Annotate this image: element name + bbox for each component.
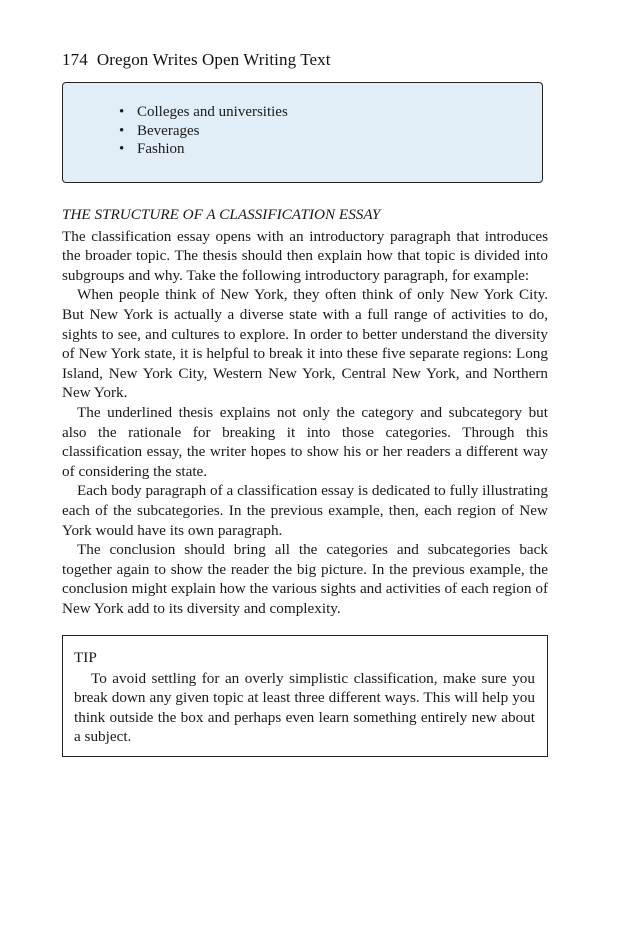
paragraph: Each body paragraph of a classification essay is dedicated to fully illustrating each of the subcategories. In the previous example, then, each region of New York would have its own paragraph.	[62, 482, 548, 539]
paragraph: The classification essay opens with an introductory paragraph that introduces the broader topic. The thesis should then explain how that topic is divided into subgroups and why. Take the following introductory paragraph, for example:	[62, 227, 548, 284]
example-paragraph: When people think of New York, they often think of only New York City. But New York is actually a diverse state with a full range of activities to do, sights to see, and cultures to explore. In order to better understand the diversity of New York state, it is helpful to break it into these five separate regions: Long Island, New York City, Western New York, Central New York, and Northern New York.	[62, 286, 548, 402]
page-number: 174	[62, 50, 88, 69]
example-topics-box	[62, 82, 543, 183]
running-header	[62, 50, 331, 70]
bullet-icon: •	[119, 104, 125, 120]
tip-box	[62, 635, 548, 757]
main-text	[62, 205, 548, 618]
section-heading: THE STRUCTURE OF A CLASSIFICATION ESSAY	[62, 206, 381, 223]
paragraph: The underlined thesis explains not only the category and subcategory but also the rationale for breaking it into those categories. Through this classification essay, the writer hopes to show his or her readers a different way of considering the state.	[62, 403, 548, 480]
paragraph: The conclusion should bring all the categories and subcategories back together again to show the reader the big picture. In the previous example, the conclusion might explain how the various sights and activities of each region of New York add to its diversity and complexity.	[62, 541, 548, 617]
tip-text: To avoid settling for an overly simplistic classification, make sure you break down any given topic at least three different ways. This will help you think outside the box and perhaps even learn something entirely new about a subject.	[74, 669, 535, 746]
topic-list	[119, 103, 288, 159]
tip-label: TIP	[74, 649, 97, 666]
list-item: • Fashion	[119, 141, 185, 157]
list-item: • Beverages	[119, 122, 200, 139]
bullet-icon: •	[119, 141, 125, 157]
bullet-icon: •	[119, 122, 125, 139]
list-item: • Colleges and universities	[119, 104, 288, 120]
running-title: Oregon Writes Open Writing Text	[96, 50, 331, 69]
